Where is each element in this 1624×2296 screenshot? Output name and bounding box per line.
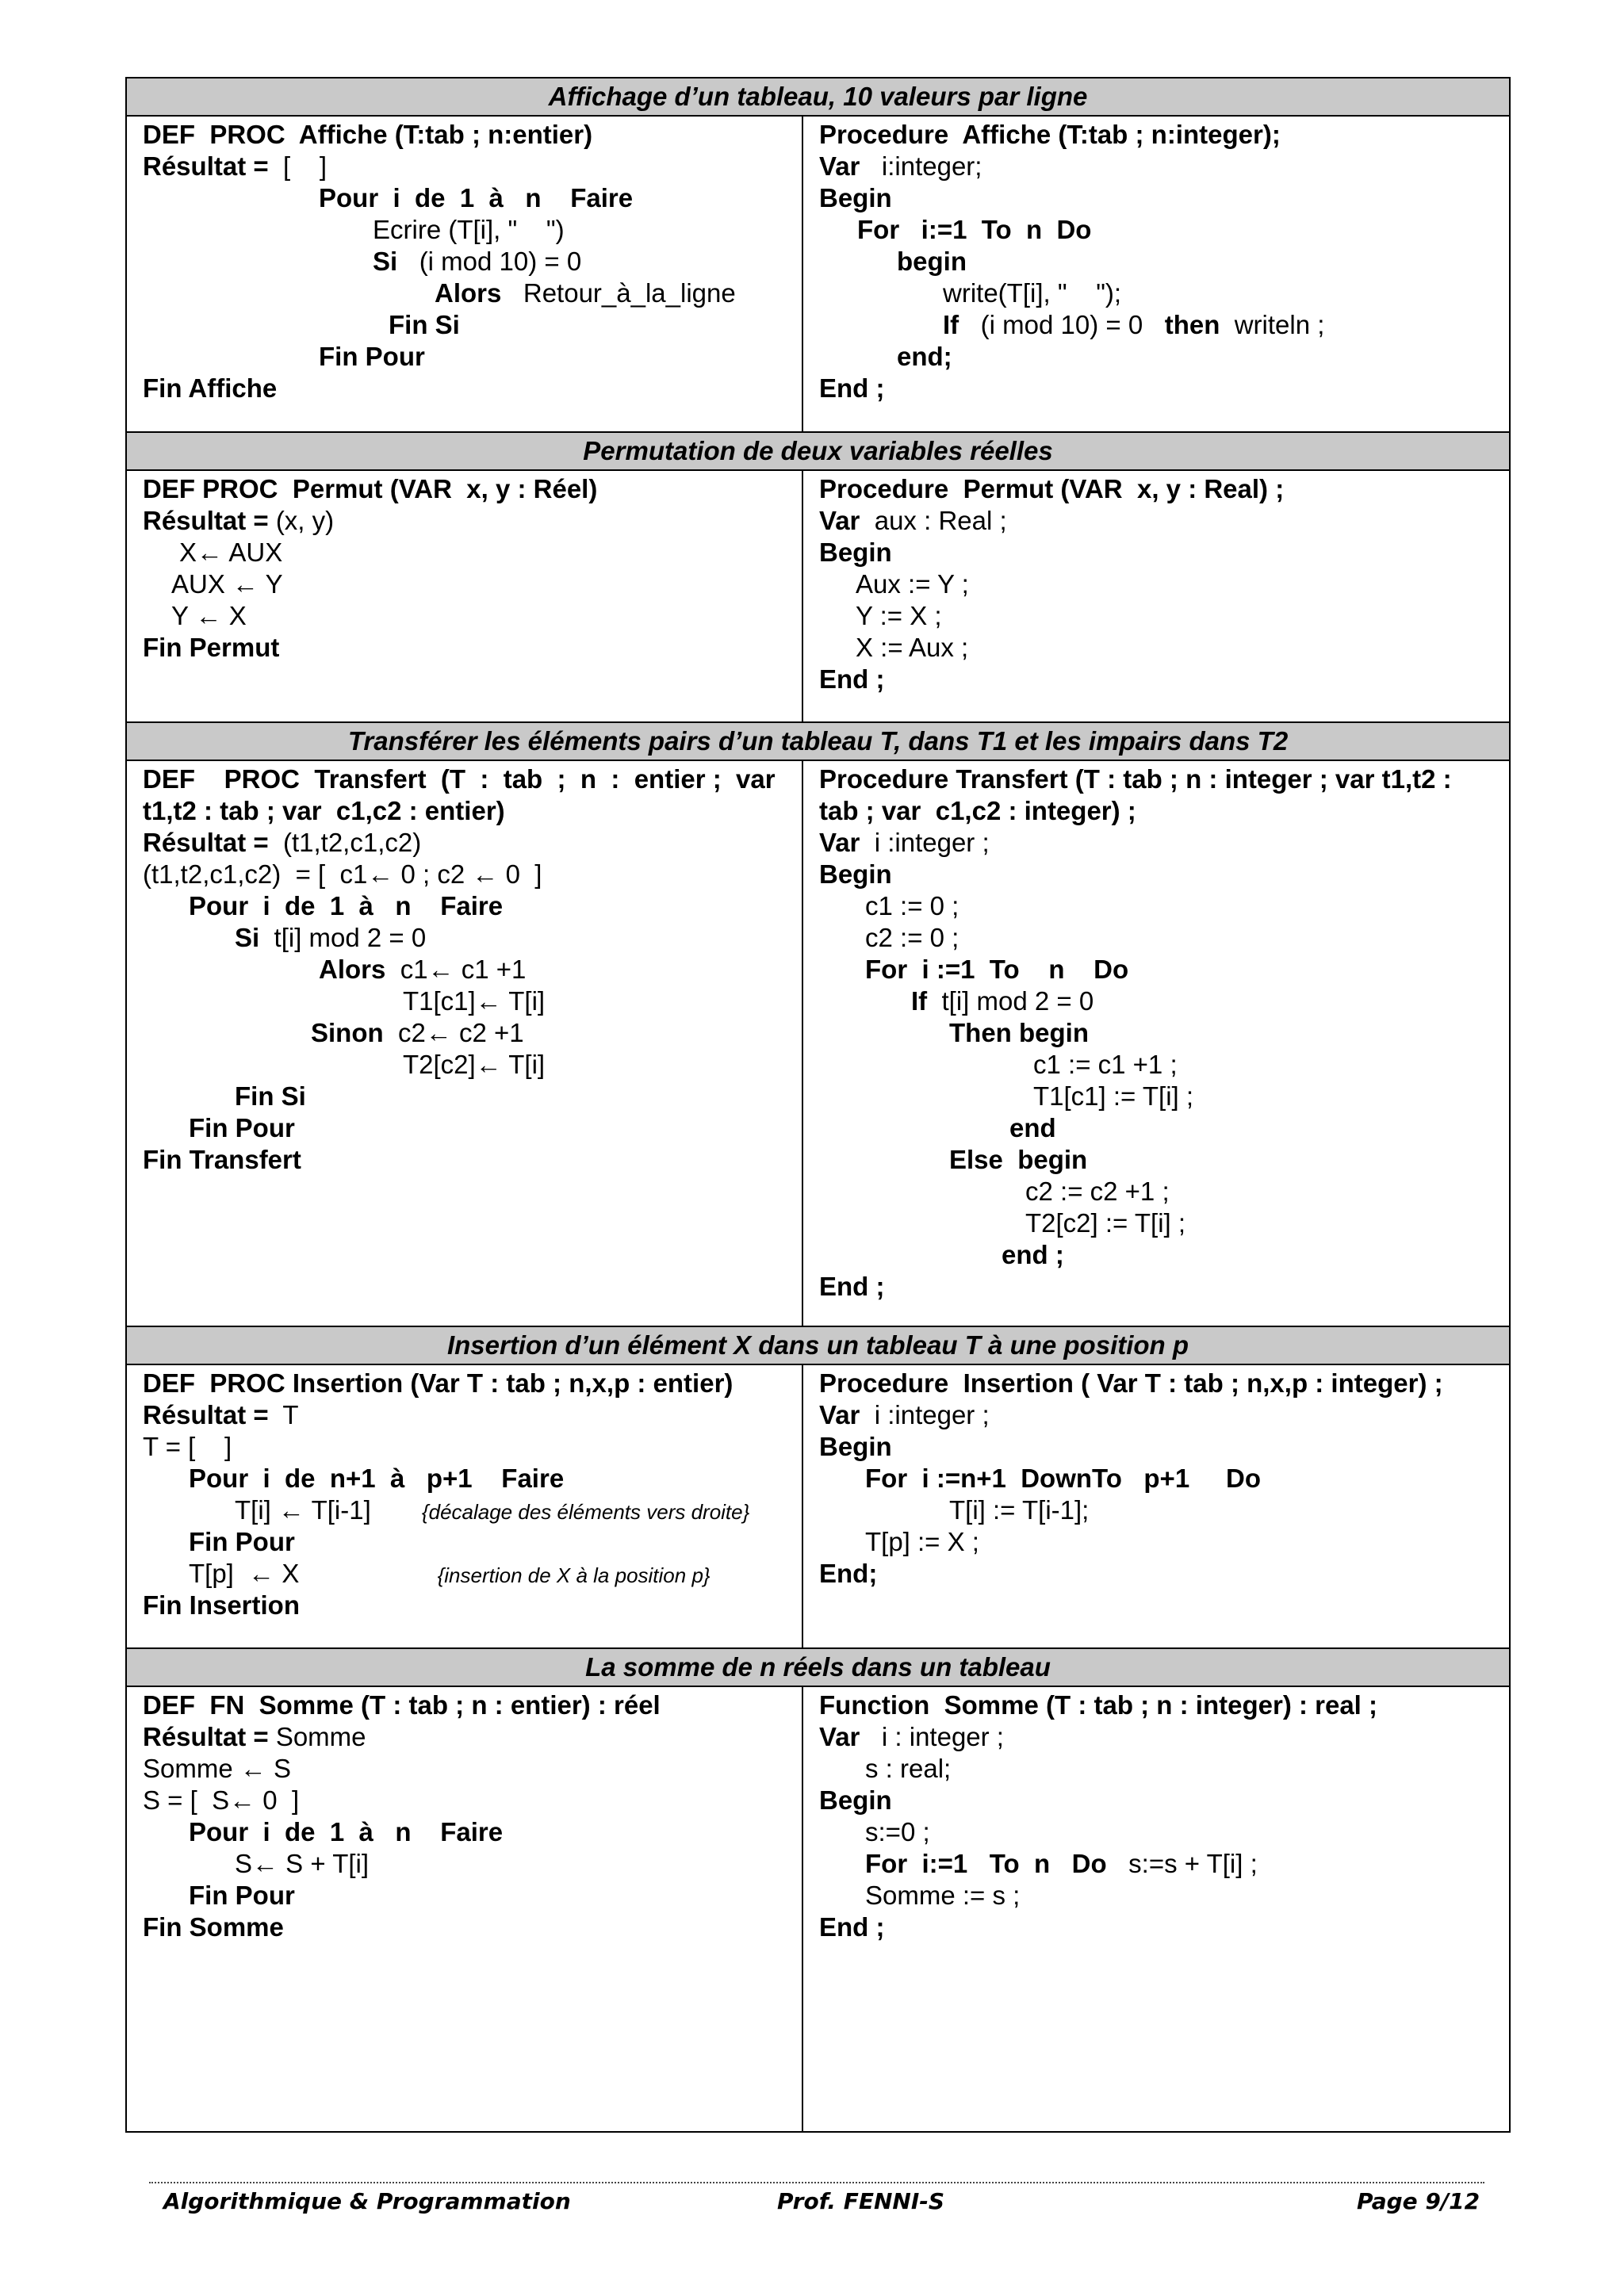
code-line [143, 1911, 284, 1943]
algorithm-column [126, 760, 802, 1326]
code-text: (i mod 10) = 0 [397, 247, 582, 276]
code-keyword: Pour i de 1 à n Faire [189, 1817, 504, 1846]
code-line [143, 859, 542, 890]
code-line [819, 664, 884, 695]
code-keyword: Var [819, 506, 860, 535]
code-keyword: Résultat = [143, 828, 276, 857]
algorithm-column [126, 470, 802, 722]
code-line [819, 182, 892, 214]
code-line [143, 1753, 291, 1785]
code-line [819, 1721, 1004, 1753]
code-line [189, 1558, 710, 1591]
code-keyword: DEF PROC Affiche (T:tab ; n:entier) [143, 120, 593, 149]
code-keyword: begin [897, 247, 967, 276]
code-line [143, 795, 505, 827]
section-title: Permutation de deux variables réelles [126, 432, 1510, 470]
code-text: Somme [275, 1722, 366, 1751]
code-line [143, 1368, 733, 1399]
code-line [943, 277, 1121, 309]
code-text: S← S + T[i] [235, 1849, 370, 1878]
code-keyword: Alors [435, 278, 502, 308]
code-line [949, 1144, 1087, 1176]
code-keyword: Var [819, 151, 860, 181]
code-line [235, 1494, 749, 1528]
code-text: Retour_à_la_ligne [501, 278, 736, 308]
code-line [865, 1848, 1258, 1880]
code-keyword: Pour i de 1 à n Faire [319, 183, 634, 212]
code-keyword: tab ; var c1,c2 : integer) ; [819, 796, 1136, 825]
footer-divider [149, 2182, 1484, 2183]
code-keyword: Sinon [311, 1018, 384, 1047]
code-keyword: Procedure Transfert (T : tab ; n : integer ; var t1,t2 : [819, 764, 1452, 794]
code-line [143, 505, 334, 537]
code-keyword: Procedure Affiche (T:tab ; n:integer); [819, 120, 1281, 149]
code-line [143, 632, 279, 664]
code-line [819, 373, 884, 404]
code-text: aux : Real ; [860, 506, 1007, 535]
code-text: writeln ; [1220, 310, 1325, 339]
code-text: T2[c2] := T[i] ; [1025, 1208, 1186, 1238]
code-line [1033, 1049, 1178, 1081]
code-line [897, 246, 967, 277]
code-line [143, 473, 597, 505]
pascal-column [802, 760, 1510, 1326]
code-keyword: Procedure Insertion ( Var T : tab ; n,x,p : integer) ; [819, 1368, 1443, 1398]
code-keyword: Pour i de 1 à n Faire [189, 891, 504, 920]
code-line [435, 277, 736, 309]
code-line [865, 1816, 930, 1848]
code-line [189, 1816, 503, 1848]
code-keyword: End ; [819, 1912, 885, 1942]
code-line [819, 151, 982, 182]
code-line [819, 1785, 892, 1816]
code-text: i :integer ; [860, 1400, 990, 1429]
code-line [819, 1368, 1443, 1399]
code-keyword: end ; [1002, 1240, 1064, 1269]
code-keyword: Résultat = [143, 1400, 276, 1429]
code-text: c1← c1 +1 [385, 955, 527, 984]
code-text: i:integer; [860, 151, 982, 181]
code-text: T2[c2]← T[i] [403, 1050, 546, 1079]
code-line [143, 763, 776, 795]
code-line [819, 119, 1281, 151]
code-line [373, 246, 581, 277]
code-keyword: Begin [819, 1432, 892, 1461]
algorithm-column [126, 1364, 802, 1648]
code-line [189, 1526, 295, 1558]
code-keyword: Else begin [949, 1145, 1088, 1174]
code-text: X := Aux ; [856, 633, 969, 662]
code-text: c2 := c2 +1 ; [1025, 1177, 1170, 1206]
code-keyword: Var [819, 1400, 860, 1429]
code-line [819, 1558, 877, 1590]
code-keyword: For i:=1 To n Do [857, 215, 1092, 244]
code-text: c2← c2 +1 [383, 1018, 524, 1047]
section-title: Transférer les éléments pairs d’un tableau T, dans T1 et les impairs dans T2 [126, 722, 1510, 760]
code-comment: {décalage des éléments vers droite} [421, 1500, 750, 1524]
code-keyword: Si [235, 923, 260, 952]
code-line [143, 1590, 300, 1621]
code-line [819, 1689, 1377, 1721]
code-text: Y ← X [171, 601, 247, 630]
code-keyword: Fin Pour [189, 1113, 295, 1142]
code-line [179, 537, 282, 568]
code-keyword: Si [373, 247, 398, 276]
code-line [143, 827, 421, 859]
code-keyword: Fin Insertion [143, 1590, 300, 1620]
code-line [819, 859, 892, 890]
code-line [389, 309, 460, 341]
code-line [189, 1112, 295, 1144]
algorithm-column [126, 116, 802, 432]
code-keyword: For i:=1 To n Do [865, 1849, 1107, 1878]
code-keyword: Fin Somme [143, 1912, 284, 1942]
code-text: i :integer ; [860, 828, 990, 857]
code-line [189, 1880, 295, 1911]
code-text: c1 := 0 ; [865, 891, 959, 920]
code-line [819, 537, 892, 568]
code-line [143, 1785, 299, 1816]
code-keyword: DEF PROC Transfert (T : tab ; n : entier ; var [143, 764, 776, 794]
code-text: s:=0 ; [865, 1817, 930, 1846]
pascal-column [802, 470, 1510, 722]
code-line [911, 985, 1094, 1017]
code-line [949, 1494, 1089, 1526]
code-line [1002, 1239, 1064, 1271]
code-line [319, 954, 526, 985]
code-text: t[i] mod 2 = 0 [259, 923, 427, 952]
code-keyword: DEF PROC Permut (VAR x, y : Réel) [143, 474, 598, 503]
code-line [856, 568, 969, 600]
code-text: write(T[i], " "); [943, 278, 1122, 308]
code-text: [ ] [275, 151, 327, 181]
code-line [865, 954, 1128, 985]
code-line [189, 890, 503, 922]
code-text: i : integer ; [860, 1722, 1004, 1751]
code-text: T[p] ← X [189, 1559, 438, 1588]
code-line [819, 827, 990, 859]
code-text: T[i] ← T[i-1] [235, 1495, 422, 1525]
code-keyword: end; [897, 342, 952, 371]
code-keyword: Fin Transfert [143, 1145, 301, 1174]
code-keyword: Fin Pour [319, 342, 425, 371]
code-text: S = [ S← 0 ] [143, 1785, 300, 1815]
code-keyword: Résultat = [143, 151, 276, 181]
code-line [949, 1017, 1089, 1049]
code-comment: {insertion de X à la position p} [437, 1563, 710, 1587]
footer-author: Prof. FENNI-S [777, 2188, 945, 2214]
code-keyword: Fin Pour [189, 1527, 295, 1556]
code-text: T[p] := X ; [865, 1527, 979, 1556]
code-line [819, 1271, 884, 1303]
code-text: c2 := 0 ; [865, 923, 959, 952]
code-keyword: Fin Si [389, 310, 460, 339]
code-line [897, 341, 952, 373]
code-keyword: For i :=1 To n Do [865, 955, 1129, 984]
code-text: X← AUX [179, 538, 283, 567]
code-line [943, 309, 1324, 341]
code-keyword: Procedure Permut (VAR x, y : Real) ; [819, 474, 1285, 503]
code-line [403, 1049, 545, 1081]
code-keyword: Begin [819, 538, 892, 567]
code-line [819, 795, 1136, 827]
code-line [235, 1081, 306, 1112]
code-keyword: Var [819, 1722, 860, 1751]
code-line [865, 1463, 1261, 1494]
code-keyword: End; [819, 1559, 878, 1588]
code-text: s : real; [865, 1754, 952, 1783]
code-line [1033, 1081, 1193, 1112]
code-text: Ecrire (T[i], " ") [373, 215, 565, 244]
code-keyword: Then begin [949, 1018, 1089, 1047]
code-line [865, 1753, 951, 1785]
code-keyword: End ; [819, 373, 885, 403]
code-keyword: Fin Permut [143, 633, 280, 662]
code-text: (x, y) [275, 506, 335, 535]
code-line [171, 568, 283, 600]
code-text: T1[c1]← T[i] [403, 986, 546, 1016]
code-keyword: Fin Si [235, 1081, 306, 1111]
code-line [235, 1848, 369, 1880]
code-text: (i mod 10) = 0 [959, 310, 1165, 339]
code-keyword: Begin [819, 1785, 892, 1815]
code-line [171, 600, 247, 632]
code-keyword: If [911, 986, 928, 1016]
algorithm-column [126, 1686, 802, 2132]
code-text: T = [ ] [143, 1432, 232, 1461]
code-text: s:=s + T[i] ; [1106, 1849, 1258, 1878]
code-line [865, 1526, 979, 1558]
code-keyword: Begin [819, 183, 892, 212]
code-keyword: Fin Affiche [143, 373, 278, 403]
section-title: Affichage d’un tableau, 10 valeurs par ligne [126, 78, 1510, 116]
footer-course: Algorithmique & Programmation [163, 2188, 571, 2214]
code-keyword: t1,t2 : tab ; var c1,c2 : entier) [143, 796, 505, 825]
code-line [143, 1721, 366, 1753]
code-text: (t1,t2,c1,c2) = [ c1← 0 ; c2 ← 0 ] [143, 859, 542, 889]
code-keyword: DEF PROC Insertion (Var T : tab ; n,x,p : entier) [143, 1368, 733, 1398]
pascal-column [802, 1686, 1510, 2132]
code-line [856, 600, 942, 632]
code-keyword: DEF FN Somme (T : tab ; n : entier) : réel [143, 1690, 661, 1720]
code-line [856, 632, 968, 664]
pascal-column [802, 116, 1510, 432]
code-line [319, 341, 425, 373]
code-keyword: Pour i de n+1 à p+1 Faire [189, 1464, 565, 1493]
code-line [865, 922, 959, 954]
code-line [857, 214, 1091, 246]
code-line [1025, 1207, 1185, 1239]
code-text: Y := X ; [856, 601, 942, 630]
section-title: La somme de n réels dans un tableau [126, 1648, 1510, 1686]
code-line [143, 1399, 299, 1431]
algorithm-table [125, 77, 1511, 2133]
code-text: T[i] := T[i-1]; [949, 1495, 1090, 1525]
code-line [143, 1144, 301, 1176]
code-keyword: Function Somme (T : tab ; n : integer) : real ; [819, 1690, 1378, 1720]
code-keyword: Résultat = [143, 506, 276, 535]
code-text: Somme := s ; [865, 1881, 1021, 1910]
code-keyword: End ; [819, 1272, 885, 1301]
code-text: T [275, 1400, 299, 1429]
code-keyword: End ; [819, 664, 885, 694]
code-line [1009, 1112, 1056, 1144]
code-keyword: end [1009, 1113, 1056, 1142]
code-line [143, 373, 277, 404]
code-keyword: Var [819, 828, 860, 857]
code-text: (t1,t2,c1,c2) [275, 828, 422, 857]
code-line [819, 1399, 990, 1431]
code-text: Somme ← S [143, 1754, 292, 1783]
code-line [143, 119, 592, 151]
code-text: Aux := Y ; [856, 569, 969, 599]
code-keyword: Résultat = [143, 1722, 276, 1751]
code-line [1025, 1176, 1170, 1207]
code-line [311, 1017, 524, 1049]
code-keyword: Alors [319, 955, 386, 984]
code-line [143, 1431, 232, 1463]
code-line [143, 1689, 661, 1721]
code-keyword: For i :=n+1 DownTo p+1 Do [865, 1464, 1262, 1493]
code-line [143, 151, 327, 182]
code-line [819, 1911, 884, 1943]
section-title: Insertion d’un élément X dans un tableau T à une position p [126, 1326, 1510, 1364]
code-keyword: Fin Pour [189, 1881, 295, 1910]
code-keyword: then [1164, 310, 1220, 339]
code-line [189, 1463, 564, 1494]
code-text: c1 := c1 +1 ; [1033, 1050, 1178, 1079]
code-keyword: Begin [819, 859, 892, 889]
pascal-column [802, 1364, 1510, 1648]
code-line [819, 473, 1284, 505]
code-line [819, 763, 1452, 795]
code-line [819, 505, 1007, 537]
code-line [403, 985, 545, 1017]
code-text: t[i] mod 2 = 0 [927, 986, 1094, 1016]
code-line [319, 182, 633, 214]
code-text: T1[c1] := T[i] ; [1033, 1081, 1194, 1111]
footer-page-number: Page 9/12 [1357, 2188, 1480, 2214]
code-line [819, 1431, 892, 1463]
code-keyword: If [943, 310, 959, 339]
code-line [865, 890, 959, 922]
code-line [235, 922, 426, 954]
code-text: AUX ← Y [171, 569, 283, 599]
code-line [865, 1880, 1020, 1911]
code-line [373, 214, 565, 246]
